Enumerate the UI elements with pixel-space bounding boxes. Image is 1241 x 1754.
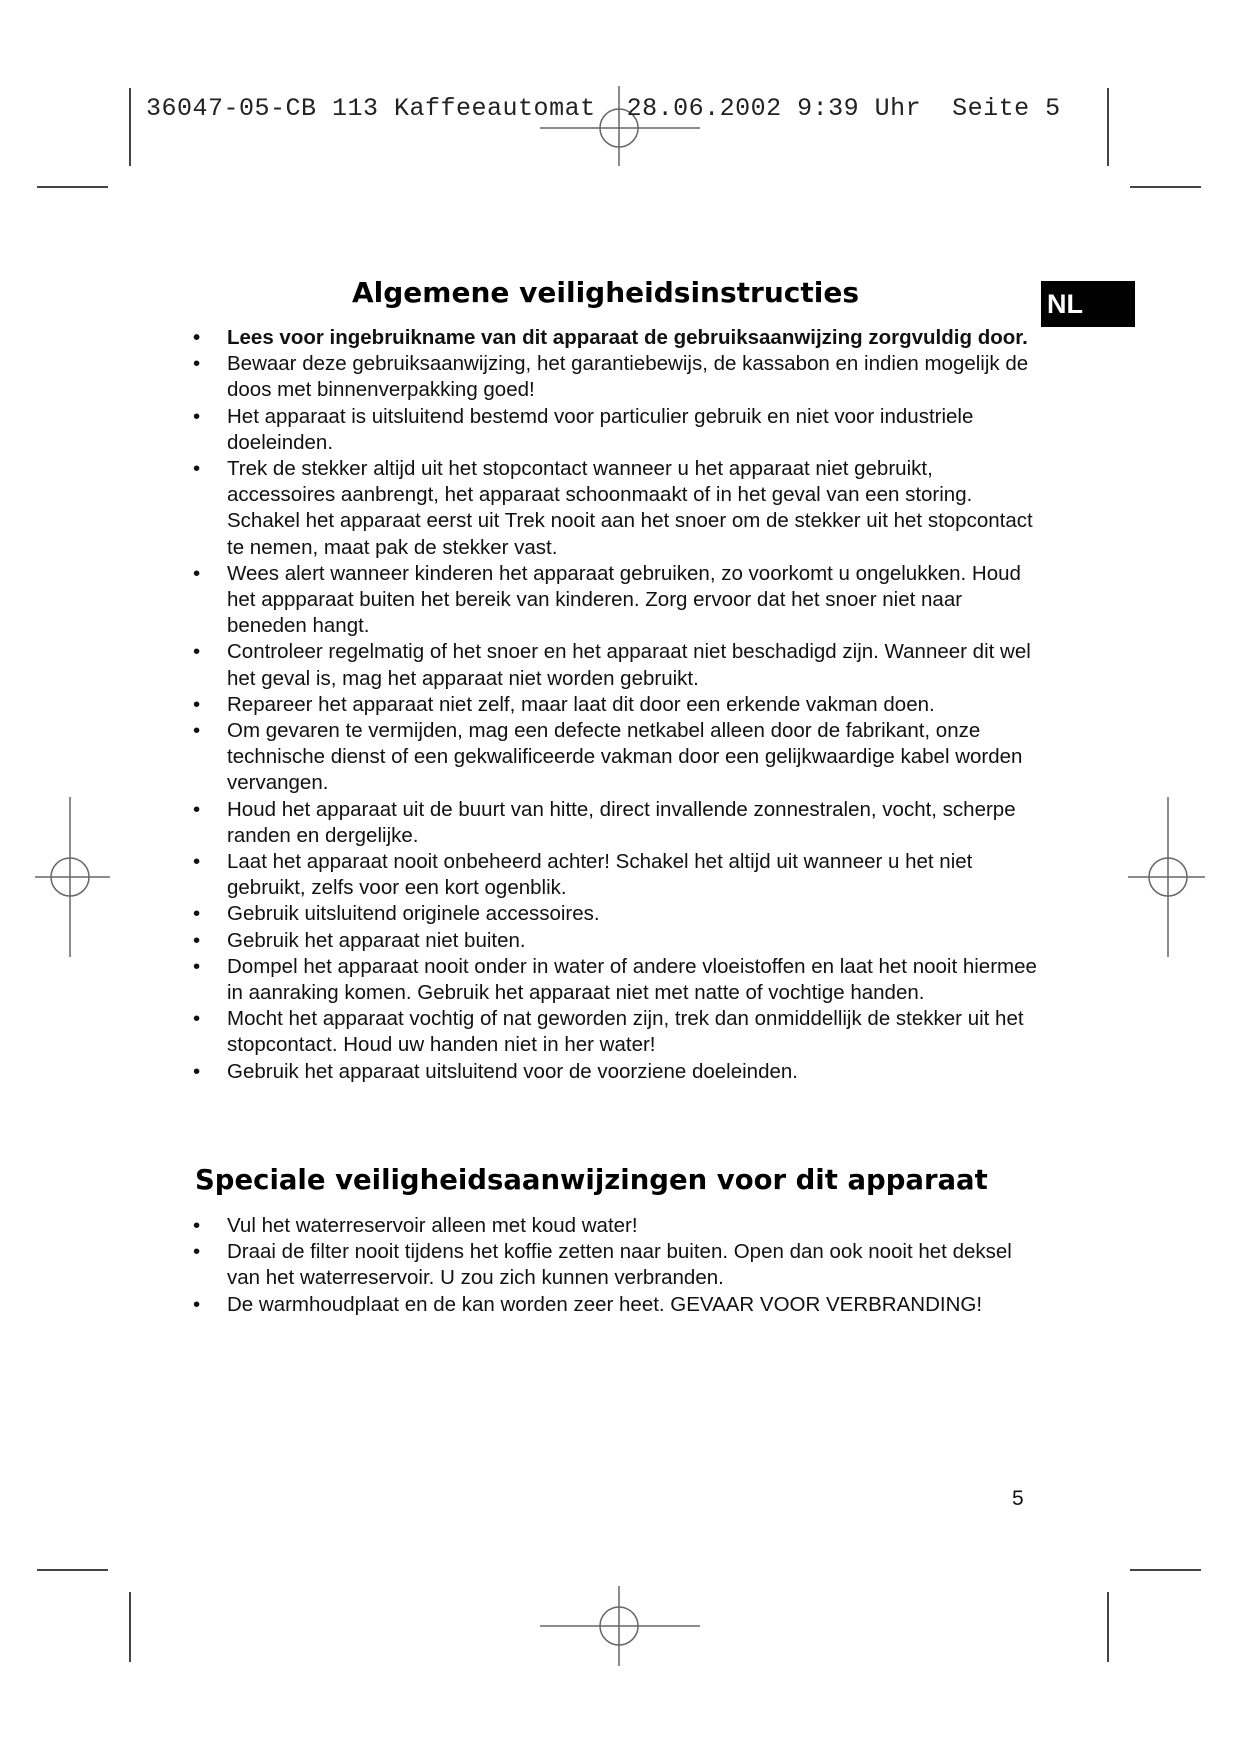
list-item [193, 1239, 1043, 1291]
bullet-icon: • [193, 719, 201, 743]
list-item [193, 849, 1043, 901]
bullet-icon: • [193, 954, 201, 978]
bullet-icon: • [193, 457, 201, 481]
list-item [193, 1059, 1043, 1085]
list-item-text: Wees alert wanneer kinderen het apparaat gebruiken, zo voorkomt u ongelukken. Houd het appparaat buiten het bereik van kinderen. Zorg ervoor dat het snoer niet naar beneden hangt. [227, 561, 1021, 638]
list-item-text: Houd het apparaat uit de buurt van hitte, direct invallende zonnestralen, vocht, scherpe randen en dergelijke. [227, 797, 1016, 847]
list-item [193, 1213, 1043, 1239]
list-item [193, 561, 1043, 640]
bullet-icon: • [193, 928, 201, 952]
list-item-text: Bewaar deze gebruiksaanwijzing, het garantiebewijs, de kassabon en indien mogelijk de doos met binnenverpakking goed! [227, 352, 1029, 402]
bullet-icon: • [193, 1240, 201, 1264]
list-item-text: Om gevaren te vermijden, mag een defecte netkabel alleen door de fabrikant, onze technische dienst of een gekwalificeerde vakman door een gelijkwaardige kabel worden vervangen. [227, 719, 1023, 795]
bullet-icon: • [193, 326, 201, 349]
list-item-text: Dompel het apparaat nooit onder in water of andere vloeistoffen en laat het nooit hiermee in aanraking komen. Gebruik het apparaat niet met natte of vochtige handen. [227, 954, 1037, 1005]
list-item-text: Repareer het apparaat niet zelf, maar laat dit door een erkende vakman doen. [227, 692, 935, 716]
list-item-text: Draai de filter nooit tijdens het koffie zetten naar buiten. Open dan ook nooit het deksel van het waterreservoir. U zou zich kunnen verbranden. [227, 1240, 1012, 1290]
bullet-icon: • [193, 1059, 201, 1083]
print-slug: 36047-05-CB 113 Kaffeeautomat 28.06.2002 9:39 Uhr Seite 5 [146, 94, 1061, 123]
bullet-icon: • [193, 404, 201, 428]
list-item-text: Vul het waterreservoir alleen met koud water! [227, 1214, 638, 1237]
list-item-text: Gebruik uitsluitend originele accessoires. [227, 902, 600, 926]
bullet-icon: • [193, 692, 201, 716]
list-item [193, 404, 1043, 456]
list-item-text: Controleer regelmatig of het snoer en het apparaat niet beschadigd zijn. Wanneer dit wel het geval is, mag het apparaat niet worden gebruikt. [227, 640, 1031, 690]
bullet-icon: • [193, 352, 201, 376]
list-item-text: Lees voor ingebruikname van dit apparaat de gebruiksaanwijzing zorgvuldig door. [227, 326, 1028, 349]
list-item [193, 325, 1043, 351]
list-item [193, 639, 1043, 691]
bullet-icon: • [193, 561, 201, 585]
list-item-text: Het apparaat is uitsluitend bestemd voor particulier gebruik en niet voor industriele doeleinden. [227, 404, 974, 454]
bullet-icon: • [193, 1292, 201, 1316]
list-item-text: De warmhoudplaat en de kan worden zeer heet. GEVAAR VOOR VERBRANDING! [227, 1292, 983, 1316]
list-item [193, 456, 1043, 561]
list-item [193, 718, 1043, 797]
list-item [193, 797, 1043, 849]
list-item-text: Gebruik het apparaat niet buiten. [227, 928, 526, 952]
list-item [193, 1292, 1043, 1318]
list-item [193, 928, 1043, 954]
list-item-text: Trek de stekker altijd uit het stopcontact wanneer u het apparaat niet gebruikt, accessoires aanbrengt, het apparaat schoonmaakt of in het geval van een storing. Schakel het apparaat eerst uit Trek nooit aan het snoer om de stekker uit het stopcontact te nemen, maat pak de stekker vast. [227, 457, 1033, 559]
list-item [193, 901, 1043, 927]
section-title-general-safety: Algemene veiligheidsinstructies [352, 276, 860, 309]
list-item-text: Laat het apparaat nooit onbeheerd achter! Schakel het altijd uit wanneer u het niet gebruikt, zelfs voor een kort ogenblik. [227, 850, 973, 900]
general-safety-list [193, 325, 1043, 1085]
list-item-text: Gebruik het apparaat uitsluitend voor de voorziene doeleinden. [227, 1059, 798, 1083]
section-title-special-safety: Speciale veiligheidsaanwijzingen voor dit apparaat [195, 1164, 988, 1196]
list-item [193, 692, 1043, 718]
list-item [193, 1006, 1043, 1058]
bullet-icon: • [193, 1007, 201, 1031]
bullet-icon: • [193, 1214, 201, 1237]
page-number: 5 [1012, 1487, 1024, 1510]
list-item-text: Mocht het apparaat vochtig of nat geworden zijn, trek dan onmiddellijk de stekker uit het stopcontact. Houd uw handen niet in her water! [227, 1007, 1024, 1057]
bullet-icon: • [193, 797, 201, 821]
language-badge: NL [1041, 281, 1135, 327]
special-safety-list [193, 1213, 1043, 1318]
bullet-icon: • [193, 850, 201, 874]
list-item [193, 954, 1043, 1006]
list-item [193, 351, 1043, 403]
bullet-icon: • [193, 902, 201, 926]
bullet-icon: • [193, 640, 201, 664]
